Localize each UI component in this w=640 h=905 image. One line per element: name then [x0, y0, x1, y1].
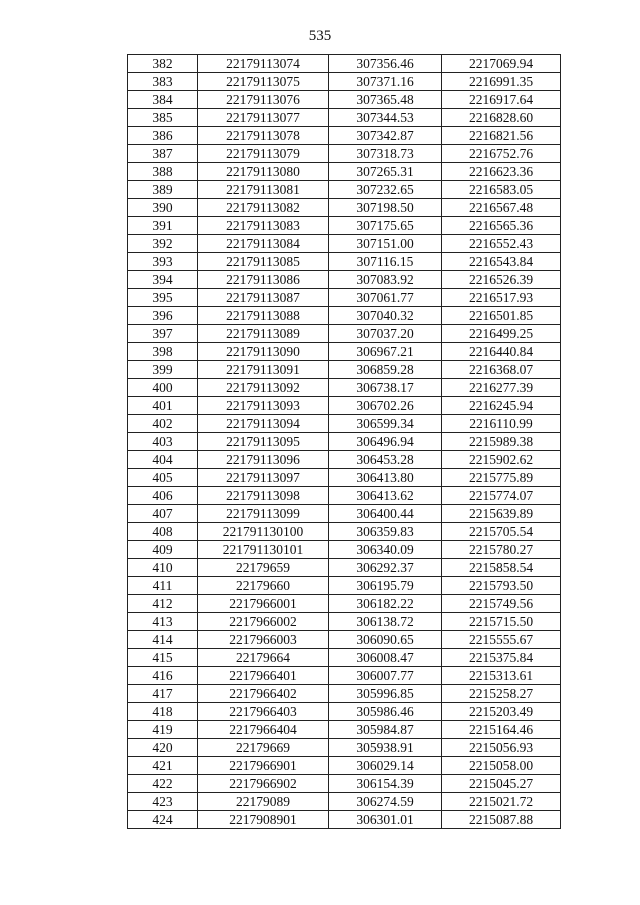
row-number-cell: 404 [128, 451, 198, 469]
table-row [128, 775, 561, 793]
table-row [128, 541, 561, 559]
row-number-cell: 396 [128, 307, 198, 325]
y-coordinate-cell: 2216517.93 [442, 289, 561, 307]
point-id-cell: 22179113098 [198, 487, 329, 505]
table-row [128, 487, 561, 505]
row-number-cell: 414 [128, 631, 198, 649]
table-row [128, 577, 561, 595]
row-number-cell: 409 [128, 541, 198, 559]
table-row [128, 793, 561, 811]
row-number-cell: 389 [128, 181, 198, 199]
coordinates-table [127, 54, 561, 829]
point-id-cell: 22179113083 [198, 217, 329, 235]
row-number-cell: 417 [128, 685, 198, 703]
point-id-cell: 22179113094 [198, 415, 329, 433]
x-coordinate-cell: 306702.26 [329, 397, 442, 415]
x-coordinate-cell: 307265.31 [329, 163, 442, 181]
y-coordinate-cell: 2216543.84 [442, 253, 561, 271]
point-id-cell: 22179113090 [198, 343, 329, 361]
y-coordinate-cell: 2217069.94 [442, 55, 561, 73]
x-coordinate-cell: 307232.65 [329, 181, 442, 199]
x-coordinate-cell: 306859.28 [329, 361, 442, 379]
table-row [128, 685, 561, 703]
row-number-cell: 405 [128, 469, 198, 487]
y-coordinate-cell: 2216499.25 [442, 325, 561, 343]
row-number-cell: 416 [128, 667, 198, 685]
table-row [128, 415, 561, 433]
table-row [128, 217, 561, 235]
y-coordinate-cell: 2216277.39 [442, 379, 561, 397]
y-coordinate-cell: 2215793.50 [442, 577, 561, 595]
x-coordinate-cell: 306967.21 [329, 343, 442, 361]
x-coordinate-cell: 307365.48 [329, 91, 442, 109]
y-coordinate-cell: 2215715.50 [442, 613, 561, 631]
row-number-cell: 420 [128, 739, 198, 757]
x-coordinate-cell: 307116.15 [329, 253, 442, 271]
point-id-cell: 22179659 [198, 559, 329, 577]
table-row [128, 343, 561, 361]
row-number-cell: 388 [128, 163, 198, 181]
row-number-cell: 385 [128, 109, 198, 127]
table-row [128, 649, 561, 667]
y-coordinate-cell: 2216501.85 [442, 307, 561, 325]
y-coordinate-cell: 2215375.84 [442, 649, 561, 667]
point-id-cell: 22179113078 [198, 127, 329, 145]
row-number-cell: 391 [128, 217, 198, 235]
row-number-cell: 412 [128, 595, 198, 613]
y-coordinate-cell: 2215555.67 [442, 631, 561, 649]
point-id-cell: 22179669 [198, 739, 329, 757]
point-id-cell: 22179113085 [198, 253, 329, 271]
x-coordinate-cell: 306738.17 [329, 379, 442, 397]
row-number-cell: 382 [128, 55, 198, 73]
row-number-cell: 421 [128, 757, 198, 775]
y-coordinate-cell: 2216828.60 [442, 109, 561, 127]
y-coordinate-cell: 2215058.00 [442, 757, 561, 775]
y-coordinate-cell: 2216440.84 [442, 343, 561, 361]
point-id-cell: 22179113092 [198, 379, 329, 397]
y-coordinate-cell: 2216821.56 [442, 127, 561, 145]
row-number-cell: 400 [128, 379, 198, 397]
x-coordinate-cell: 306301.01 [329, 811, 442, 829]
point-id-cell: 2217966003 [198, 631, 329, 649]
row-number-cell: 410 [128, 559, 198, 577]
row-number-cell: 407 [128, 505, 198, 523]
table-row [128, 181, 561, 199]
table-row [128, 235, 561, 253]
point-id-cell: 22179113079 [198, 145, 329, 163]
y-coordinate-cell: 2216526.39 [442, 271, 561, 289]
row-number-cell: 411 [128, 577, 198, 595]
point-id-cell: 22179113093 [198, 397, 329, 415]
row-number-cell: 390 [128, 199, 198, 217]
x-coordinate-cell: 307198.50 [329, 199, 442, 217]
table-row [128, 631, 561, 649]
table-row [128, 73, 561, 91]
y-coordinate-cell: 2216991.35 [442, 73, 561, 91]
table-row [128, 559, 561, 577]
row-number-cell: 422 [128, 775, 198, 793]
point-id-cell: 2217966002 [198, 613, 329, 631]
row-number-cell: 403 [128, 433, 198, 451]
y-coordinate-cell: 2216245.94 [442, 397, 561, 415]
row-number-cell: 397 [128, 325, 198, 343]
y-coordinate-cell: 2215313.61 [442, 667, 561, 685]
row-number-cell: 406 [128, 487, 198, 505]
table-row [128, 721, 561, 739]
point-id-cell: 22179113099 [198, 505, 329, 523]
point-id-cell: 22179113097 [198, 469, 329, 487]
point-id-cell: 22179113084 [198, 235, 329, 253]
point-id-cell: 2217966001 [198, 595, 329, 613]
x-coordinate-cell: 307344.53 [329, 109, 442, 127]
table-row [128, 271, 561, 289]
y-coordinate-cell: 2216583.05 [442, 181, 561, 199]
y-coordinate-cell: 2216752.76 [442, 145, 561, 163]
point-id-cell: 22179113074 [198, 55, 329, 73]
table-row [128, 469, 561, 487]
table-row [128, 91, 561, 109]
x-coordinate-cell: 305986.46 [329, 703, 442, 721]
row-number-cell: 383 [128, 73, 198, 91]
page-number: 535 [308, 28, 332, 44]
x-coordinate-cell: 307040.32 [329, 307, 442, 325]
row-number-cell: 401 [128, 397, 198, 415]
y-coordinate-cell: 2216552.43 [442, 235, 561, 253]
x-coordinate-cell: 307175.65 [329, 217, 442, 235]
x-coordinate-cell: 306413.62 [329, 487, 442, 505]
table-row [128, 703, 561, 721]
y-coordinate-cell: 2215780.27 [442, 541, 561, 559]
table-row [128, 757, 561, 775]
point-id-cell: 2217966403 [198, 703, 329, 721]
point-id-cell: 22179113086 [198, 271, 329, 289]
y-coordinate-cell: 2215164.46 [442, 721, 561, 739]
x-coordinate-cell: 306182.22 [329, 595, 442, 613]
row-number-cell: 415 [128, 649, 198, 667]
row-number-cell: 395 [128, 289, 198, 307]
y-coordinate-cell: 2215258.27 [442, 685, 561, 703]
point-id-cell: 22179113075 [198, 73, 329, 91]
row-number-cell: 402 [128, 415, 198, 433]
point-id-cell: 22179113076 [198, 91, 329, 109]
y-coordinate-cell: 2216917.64 [442, 91, 561, 109]
x-coordinate-cell: 306599.34 [329, 415, 442, 433]
table-row [128, 199, 561, 217]
x-coordinate-cell: 306138.72 [329, 613, 442, 631]
row-number-cell: 398 [128, 343, 198, 361]
table-row [128, 613, 561, 631]
x-coordinate-cell: 307083.92 [329, 271, 442, 289]
row-number-cell: 419 [128, 721, 198, 739]
point-id-cell: 22179113082 [198, 199, 329, 217]
table-row [128, 253, 561, 271]
point-id-cell: 22179113087 [198, 289, 329, 307]
x-coordinate-cell: 306359.83 [329, 523, 442, 541]
y-coordinate-cell: 2215989.38 [442, 433, 561, 451]
row-number-cell: 392 [128, 235, 198, 253]
row-number-cell: 418 [128, 703, 198, 721]
row-number-cell: 399 [128, 361, 198, 379]
x-coordinate-cell: 306008.47 [329, 649, 442, 667]
point-id-cell: 22179113095 [198, 433, 329, 451]
point-id-cell: 22179113096 [198, 451, 329, 469]
point-id-cell: 2217908901 [198, 811, 329, 829]
table-row [128, 109, 561, 127]
x-coordinate-cell: 305938.91 [329, 739, 442, 757]
point-id-cell: 221791130100 [198, 523, 329, 541]
point-id-cell: 22179113089 [198, 325, 329, 343]
x-coordinate-cell: 305996.85 [329, 685, 442, 703]
x-coordinate-cell: 307371.16 [329, 73, 442, 91]
table-row [128, 451, 561, 469]
point-id-cell: 22179113077 [198, 109, 329, 127]
point-id-cell: 221791130101 [198, 541, 329, 559]
table-row [128, 739, 561, 757]
y-coordinate-cell: 2215902.62 [442, 451, 561, 469]
y-coordinate-cell: 2216567.48 [442, 199, 561, 217]
y-coordinate-cell: 2215203.49 [442, 703, 561, 721]
x-coordinate-cell: 306400.44 [329, 505, 442, 523]
x-coordinate-cell: 307318.73 [329, 145, 442, 163]
y-coordinate-cell: 2215749.56 [442, 595, 561, 613]
y-coordinate-cell: 2215087.88 [442, 811, 561, 829]
point-id-cell: 22179113091 [198, 361, 329, 379]
table-row [128, 523, 561, 541]
row-number-cell: 393 [128, 253, 198, 271]
table-row [128, 505, 561, 523]
table-row [128, 397, 561, 415]
point-id-cell: 22179089 [198, 793, 329, 811]
row-number-cell: 394 [128, 271, 198, 289]
point-id-cell: 2217966902 [198, 775, 329, 793]
point-id-cell: 22179664 [198, 649, 329, 667]
x-coordinate-cell: 307061.77 [329, 289, 442, 307]
point-id-cell: 2217966402 [198, 685, 329, 703]
y-coordinate-cell: 2216565.36 [442, 217, 561, 235]
x-coordinate-cell: 306007.77 [329, 667, 442, 685]
x-coordinate-cell: 306090.65 [329, 631, 442, 649]
point-id-cell: 2217966404 [198, 721, 329, 739]
table-body [128, 55, 561, 829]
table-row [128, 127, 561, 145]
y-coordinate-cell: 2216623.36 [442, 163, 561, 181]
x-coordinate-cell: 307037.20 [329, 325, 442, 343]
table-row [128, 595, 561, 613]
row-number-cell: 423 [128, 793, 198, 811]
x-coordinate-cell: 307151.00 [329, 235, 442, 253]
table-row [128, 811, 561, 829]
table-row [128, 379, 561, 397]
x-coordinate-cell: 306195.79 [329, 577, 442, 595]
table-row [128, 361, 561, 379]
point-id-cell: 2217966901 [198, 757, 329, 775]
x-coordinate-cell: 306292.37 [329, 559, 442, 577]
table-row [128, 307, 561, 325]
x-coordinate-cell: 306453.28 [329, 451, 442, 469]
table-row [128, 667, 561, 685]
point-id-cell: 22179113080 [198, 163, 329, 181]
table-row [128, 433, 561, 451]
table-row [128, 145, 561, 163]
x-coordinate-cell: 306154.39 [329, 775, 442, 793]
x-coordinate-cell: 307356.46 [329, 55, 442, 73]
y-coordinate-cell: 2215705.54 [442, 523, 561, 541]
table-row [128, 325, 561, 343]
table-row [128, 163, 561, 181]
x-coordinate-cell: 306496.94 [329, 433, 442, 451]
table-row [128, 289, 561, 307]
y-coordinate-cell: 2215045.27 [442, 775, 561, 793]
x-coordinate-cell: 307342.87 [329, 127, 442, 145]
y-coordinate-cell: 2216368.07 [442, 361, 561, 379]
row-number-cell: 386 [128, 127, 198, 145]
y-coordinate-cell: 2215774.07 [442, 487, 561, 505]
y-coordinate-cell: 2215858.54 [442, 559, 561, 577]
x-coordinate-cell: 306413.80 [329, 469, 442, 487]
y-coordinate-cell: 2215021.72 [442, 793, 561, 811]
row-number-cell: 387 [128, 145, 198, 163]
point-id-cell: 22179113081 [198, 181, 329, 199]
row-number-cell: 384 [128, 91, 198, 109]
row-number-cell: 424 [128, 811, 198, 829]
table-row [128, 55, 561, 73]
point-id-cell: 2217966401 [198, 667, 329, 685]
y-coordinate-cell: 2215056.93 [442, 739, 561, 757]
y-coordinate-cell: 2216110.99 [442, 415, 561, 433]
row-number-cell: 408 [128, 523, 198, 541]
row-number-cell: 413 [128, 613, 198, 631]
x-coordinate-cell: 305984.87 [329, 721, 442, 739]
point-id-cell: 22179113088 [198, 307, 329, 325]
x-coordinate-cell: 306340.09 [329, 541, 442, 559]
x-coordinate-cell: 306029.14 [329, 757, 442, 775]
point-id-cell: 22179660 [198, 577, 329, 595]
y-coordinate-cell: 2215775.89 [442, 469, 561, 487]
y-coordinate-cell: 2215639.89 [442, 505, 561, 523]
x-coordinate-cell: 306274.59 [329, 793, 442, 811]
